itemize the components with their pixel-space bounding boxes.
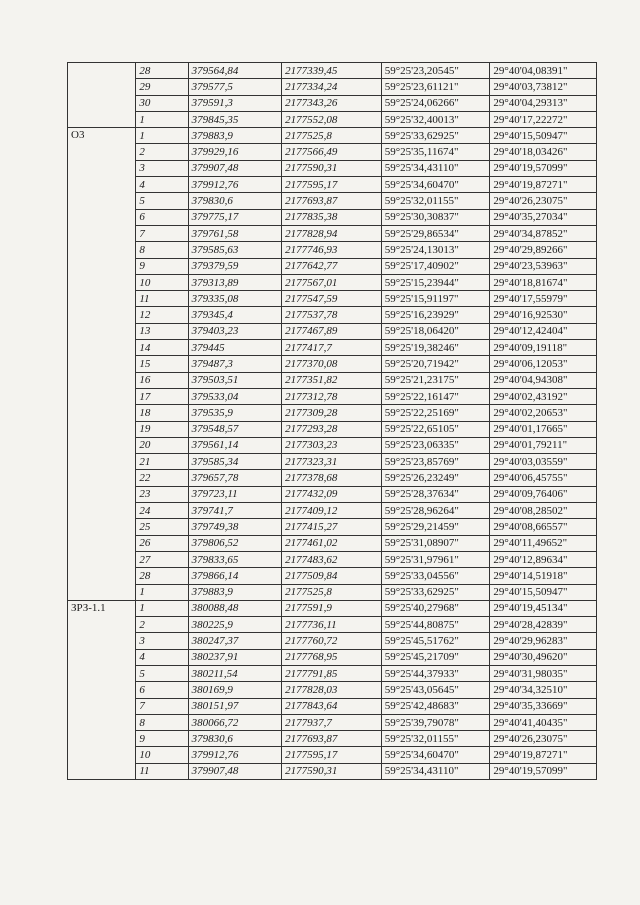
latitude-cell: 59°25'31,97961"	[381, 551, 490, 567]
point-number-cell: 6	[136, 209, 188, 225]
x-coordinate-cell: 379907,48	[188, 763, 282, 779]
point-number-cell: 13	[136, 323, 188, 339]
longitude-cell: 29°40'04,29313"	[490, 95, 597, 111]
x-coordinate-cell: 379585,63	[188, 242, 282, 258]
latitude-cell: 59°25'22,16147"	[381, 388, 490, 404]
table-row	[68, 535, 597, 551]
latitude-cell: 59°25'29,21459"	[381, 519, 490, 535]
table-row	[68, 340, 597, 356]
x-coordinate-cell: 380169,9	[188, 682, 282, 698]
y-coordinate-cell: 2177768,95	[282, 649, 382, 665]
y-coordinate-cell: 2177760,72	[282, 633, 382, 649]
table-row	[68, 160, 597, 176]
longitude-cell: 29°40'19,87271"	[490, 747, 597, 763]
longitude-cell: 29°40'06,12053"	[490, 356, 597, 372]
table-row	[68, 600, 597, 616]
x-coordinate-cell: 380088,48	[188, 600, 282, 616]
x-coordinate-cell: 379806,52	[188, 535, 282, 551]
table-row	[68, 486, 597, 502]
zone-label-cell: ЗРЗ-1.1	[68, 600, 136, 779]
x-coordinate-cell: 380151,97	[188, 698, 282, 714]
latitude-cell: 59°25'15,23944"	[381, 274, 490, 290]
y-coordinate-cell: 2177303,23	[282, 437, 382, 453]
longitude-cell: 29°40'02,43192"	[490, 388, 597, 404]
x-coordinate-cell: 379345,4	[188, 307, 282, 323]
x-coordinate-cell: 379445	[188, 340, 282, 356]
x-coordinate-cell: 380225,9	[188, 617, 282, 633]
latitude-cell: 59°25'43,05645"	[381, 682, 490, 698]
longitude-cell: 29°40'19,57099"	[490, 763, 597, 779]
table-row	[68, 551, 597, 567]
latitude-cell: 59°25'32,40013"	[381, 111, 490, 127]
longitude-cell: 29°40'30,49620"	[490, 649, 597, 665]
latitude-cell: 59°25'33,04556"	[381, 568, 490, 584]
x-coordinate-cell: 379379,59	[188, 258, 282, 274]
longitude-cell: 29°40'01,17665"	[490, 421, 597, 437]
x-coordinate-cell: 379585,34	[188, 454, 282, 470]
point-number-cell: 9	[136, 731, 188, 747]
longitude-cell: 29°40'29,89266"	[490, 242, 597, 258]
x-coordinate-cell: 379548,57	[188, 421, 282, 437]
longitude-cell: 29°40'15,50947"	[490, 128, 597, 144]
coordinates-table-body	[68, 63, 597, 780]
table-row	[68, 584, 597, 600]
latitude-cell: 59°25'28,96264"	[381, 503, 490, 519]
x-coordinate-cell: 380237,91	[188, 649, 282, 665]
y-coordinate-cell: 2177746,93	[282, 242, 382, 258]
point-number-cell: 1	[136, 128, 188, 144]
x-coordinate-cell: 379830,6	[188, 193, 282, 209]
longitude-cell: 29°40'26,23075"	[490, 193, 597, 209]
latitude-cell: 59°25'21,23175"	[381, 372, 490, 388]
latitude-cell: 59°25'23,20545"	[381, 63, 490, 79]
y-coordinate-cell: 2177791,85	[282, 665, 382, 681]
table-row	[68, 633, 597, 649]
latitude-cell: 59°25'30,30837"	[381, 209, 490, 225]
x-coordinate-cell: 379775,17	[188, 209, 282, 225]
y-coordinate-cell: 2177591,9	[282, 600, 382, 616]
table-row	[68, 193, 597, 209]
longitude-cell: 29°40'09,76406"	[490, 486, 597, 502]
x-coordinate-cell: 379741,7	[188, 503, 282, 519]
longitude-cell: 29°40'02,20653"	[490, 405, 597, 421]
x-coordinate-cell: 379883,9	[188, 584, 282, 600]
longitude-cell: 29°40'23,53963"	[490, 258, 597, 274]
table-row	[68, 747, 597, 763]
point-number-cell: 1	[136, 111, 188, 127]
latitude-cell: 59°25'28,37634"	[381, 486, 490, 502]
table-row	[68, 63, 597, 79]
table-row	[68, 323, 597, 339]
longitude-cell: 29°40'11,49652"	[490, 535, 597, 551]
longitude-cell: 29°40'04,08391"	[490, 63, 597, 79]
x-coordinate-cell: 379535,9	[188, 405, 282, 421]
longitude-cell: 29°40'34,32510"	[490, 682, 597, 698]
longitude-cell: 29°40'09,19118"	[490, 340, 597, 356]
longitude-cell: 29°40'31,98035"	[490, 665, 597, 681]
latitude-cell: 59°25'22,25169"	[381, 405, 490, 421]
point-number-cell: 11	[136, 291, 188, 307]
latitude-cell: 59°25'42,48683"	[381, 698, 490, 714]
y-coordinate-cell: 2177595,17	[282, 747, 382, 763]
y-coordinate-cell: 2177415,27	[282, 519, 382, 535]
latitude-cell: 59°25'24,06266"	[381, 95, 490, 111]
x-coordinate-cell: 379912,76	[188, 747, 282, 763]
x-coordinate-cell: 379845,35	[188, 111, 282, 127]
longitude-cell: 29°40'16,92530"	[490, 307, 597, 323]
table-row	[68, 731, 597, 747]
table-row	[68, 665, 597, 681]
y-coordinate-cell: 2177736,11	[282, 617, 382, 633]
y-coordinate-cell: 2177378,68	[282, 470, 382, 486]
zone-label-cell: O3	[68, 128, 136, 601]
y-coordinate-cell: 2177590,31	[282, 160, 382, 176]
x-coordinate-cell: 379533,04	[188, 388, 282, 404]
y-coordinate-cell: 2177525,8	[282, 128, 382, 144]
y-coordinate-cell: 2177483,62	[282, 551, 382, 567]
latitude-cell: 59°25'19,38246"	[381, 340, 490, 356]
point-number-cell: 14	[136, 340, 188, 356]
table-row	[68, 128, 597, 144]
y-coordinate-cell: 2177432,09	[282, 486, 382, 502]
y-coordinate-cell: 2177566,49	[282, 144, 382, 160]
latitude-cell: 59°25'34,43110"	[381, 763, 490, 779]
point-number-cell: 10	[136, 747, 188, 763]
x-coordinate-cell: 380247,37	[188, 633, 282, 649]
point-number-cell: 24	[136, 503, 188, 519]
zone-label-cell	[68, 63, 136, 128]
y-coordinate-cell: 2177461,02	[282, 535, 382, 551]
point-number-cell: 12	[136, 307, 188, 323]
point-number-cell: 5	[136, 193, 188, 209]
latitude-cell: 59°25'24,13013"	[381, 242, 490, 258]
longitude-cell: 29°40'01,79211"	[490, 437, 597, 453]
x-coordinate-cell: 379403,23	[188, 323, 282, 339]
point-number-cell: 11	[136, 763, 188, 779]
longitude-cell: 29°40'04,94308"	[490, 372, 597, 388]
y-coordinate-cell: 2177693,87	[282, 193, 382, 209]
point-number-cell: 28	[136, 63, 188, 79]
longitude-cell: 29°40'12,42404"	[490, 323, 597, 339]
table-row	[68, 470, 597, 486]
point-number-cell: 4	[136, 649, 188, 665]
latitude-cell: 59°25'32,01155"	[381, 731, 490, 747]
table-row	[68, 388, 597, 404]
latitude-cell: 59°25'35,11674"	[381, 144, 490, 160]
table-row	[68, 454, 597, 470]
x-coordinate-cell: 379561,14	[188, 437, 282, 453]
latitude-cell: 59°25'33,62925"	[381, 584, 490, 600]
point-number-cell: 6	[136, 682, 188, 698]
latitude-cell: 59°25'44,80875"	[381, 617, 490, 633]
x-coordinate-cell: 379591,3	[188, 95, 282, 111]
latitude-cell: 59°25'33,62925"	[381, 128, 490, 144]
x-coordinate-cell: 379761,58	[188, 225, 282, 241]
longitude-cell: 29°40'18,81674"	[490, 274, 597, 290]
point-number-cell: 19	[136, 421, 188, 437]
longitude-cell: 29°40'15,50947"	[490, 584, 597, 600]
table-row	[68, 617, 597, 633]
point-number-cell: 21	[136, 454, 188, 470]
y-coordinate-cell: 2177537,78	[282, 307, 382, 323]
point-number-cell: 1	[136, 600, 188, 616]
y-coordinate-cell: 2177409,12	[282, 503, 382, 519]
longitude-cell: 29°40'17,55979"	[490, 291, 597, 307]
latitude-cell: 59°25'39,79078"	[381, 714, 490, 730]
longitude-cell: 29°40'34,87852"	[490, 225, 597, 241]
point-number-cell: 29	[136, 79, 188, 95]
y-coordinate-cell: 2177642,77	[282, 258, 382, 274]
latitude-cell: 59°25'45,51762"	[381, 633, 490, 649]
y-coordinate-cell: 2177309,28	[282, 405, 382, 421]
coordinates-table	[67, 62, 597, 780]
x-coordinate-cell: 379564,84	[188, 63, 282, 79]
point-number-cell: 4	[136, 177, 188, 193]
y-coordinate-cell: 2177351,82	[282, 372, 382, 388]
table-row	[68, 144, 597, 160]
y-coordinate-cell: 2177293,28	[282, 421, 382, 437]
y-coordinate-cell: 2177595,17	[282, 177, 382, 193]
y-coordinate-cell: 2177343,26	[282, 95, 382, 111]
y-coordinate-cell: 2177828,94	[282, 225, 382, 241]
latitude-cell: 59°25'15,91197"	[381, 291, 490, 307]
longitude-cell: 29°40'17,22272"	[490, 111, 597, 127]
y-coordinate-cell: 2177370,08	[282, 356, 382, 372]
latitude-cell: 59°25'16,23929"	[381, 307, 490, 323]
table-row	[68, 714, 597, 730]
x-coordinate-cell: 379657,78	[188, 470, 282, 486]
longitude-cell: 29°40'14,51918"	[490, 568, 597, 584]
table-row	[68, 649, 597, 665]
table-row	[68, 763, 597, 779]
x-coordinate-cell: 380211,54	[188, 665, 282, 681]
longitude-cell: 29°40'35,33669"	[490, 698, 597, 714]
table-row	[68, 568, 597, 584]
y-coordinate-cell: 2177567,01	[282, 274, 382, 290]
y-coordinate-cell: 2177339,45	[282, 63, 382, 79]
table-row	[68, 372, 597, 388]
latitude-cell: 59°25'31,08907"	[381, 535, 490, 551]
x-coordinate-cell: 379866,14	[188, 568, 282, 584]
longitude-cell: 29°40'12,89634"	[490, 551, 597, 567]
x-coordinate-cell: 379830,6	[188, 731, 282, 747]
point-number-cell: 26	[136, 535, 188, 551]
longitude-cell: 29°40'18,03426"	[490, 144, 597, 160]
point-number-cell: 27	[136, 551, 188, 567]
longitude-cell: 29°40'26,23075"	[490, 731, 597, 747]
longitude-cell: 29°40'19,45134"	[490, 600, 597, 616]
x-coordinate-cell: 379577,5	[188, 79, 282, 95]
longitude-cell: 29°40'35,27034"	[490, 209, 597, 225]
point-number-cell: 8	[136, 242, 188, 258]
latitude-cell: 59°25'23,85769"	[381, 454, 490, 470]
y-coordinate-cell: 2177590,31	[282, 763, 382, 779]
table-row	[68, 519, 597, 535]
latitude-cell: 59°25'34,60470"	[381, 177, 490, 193]
longitude-cell: 29°40'03,73812"	[490, 79, 597, 95]
y-coordinate-cell: 2177323,31	[282, 454, 382, 470]
table-row	[68, 503, 597, 519]
point-number-cell: 8	[136, 714, 188, 730]
point-number-cell: 1	[136, 584, 188, 600]
x-coordinate-cell: 379723,11	[188, 486, 282, 502]
longitude-cell: 29°40'19,57099"	[490, 160, 597, 176]
longitude-cell: 29°40'29,96283"	[490, 633, 597, 649]
point-number-cell: 28	[136, 568, 188, 584]
table-row	[68, 177, 597, 193]
table-row	[68, 291, 597, 307]
latitude-cell: 59°25'23,61121"	[381, 79, 490, 95]
point-number-cell: 3	[136, 633, 188, 649]
table-row	[68, 356, 597, 372]
y-coordinate-cell: 2177334,24	[282, 79, 382, 95]
y-coordinate-cell: 2177467,89	[282, 323, 382, 339]
x-coordinate-cell: 379912,76	[188, 177, 282, 193]
y-coordinate-cell: 2177828,03	[282, 682, 382, 698]
table-row	[68, 437, 597, 453]
latitude-cell: 59°25'18,06420"	[381, 323, 490, 339]
y-coordinate-cell: 2177312,78	[282, 388, 382, 404]
latitude-cell: 59°25'34,43110"	[381, 160, 490, 176]
point-number-cell: 7	[136, 698, 188, 714]
longitude-cell: 29°40'03,03559"	[490, 454, 597, 470]
x-coordinate-cell: 379313,89	[188, 274, 282, 290]
point-number-cell: 30	[136, 95, 188, 111]
latitude-cell: 59°25'17,40902"	[381, 258, 490, 274]
latitude-cell: 59°25'44,37933"	[381, 665, 490, 681]
table-row	[68, 79, 597, 95]
table-row	[68, 421, 597, 437]
y-coordinate-cell: 2177525,8	[282, 584, 382, 600]
table-row	[68, 242, 597, 258]
point-number-cell: 2	[136, 144, 188, 160]
point-number-cell: 16	[136, 372, 188, 388]
point-number-cell: 23	[136, 486, 188, 502]
latitude-cell: 59°25'22,65105"	[381, 421, 490, 437]
table-row	[68, 95, 597, 111]
table-row	[68, 274, 597, 290]
point-number-cell: 17	[136, 388, 188, 404]
point-number-cell: 10	[136, 274, 188, 290]
point-number-cell: 18	[136, 405, 188, 421]
longitude-cell: 29°40'08,66557"	[490, 519, 597, 535]
x-coordinate-cell: 379487,3	[188, 356, 282, 372]
latitude-cell: 59°25'45,21709"	[381, 649, 490, 665]
x-coordinate-cell: 379907,48	[188, 160, 282, 176]
point-number-cell: 5	[136, 665, 188, 681]
x-coordinate-cell: 379833,65	[188, 551, 282, 567]
latitude-cell: 59°25'20,71942"	[381, 356, 490, 372]
y-coordinate-cell: 2177693,87	[282, 731, 382, 747]
point-number-cell: 3	[136, 160, 188, 176]
latitude-cell: 59°25'32,01155"	[381, 193, 490, 209]
longitude-cell: 29°40'41,40435"	[490, 714, 597, 730]
y-coordinate-cell: 2177937,7	[282, 714, 382, 730]
point-number-cell: 25	[136, 519, 188, 535]
latitude-cell: 59°25'23,06335"	[381, 437, 490, 453]
y-coordinate-cell: 2177552,08	[282, 111, 382, 127]
x-coordinate-cell: 379749,38	[188, 519, 282, 535]
table-row	[68, 258, 597, 274]
point-number-cell: 15	[136, 356, 188, 372]
x-coordinate-cell: 379503,51	[188, 372, 282, 388]
y-coordinate-cell: 2177547,59	[282, 291, 382, 307]
y-coordinate-cell: 2177843,64	[282, 698, 382, 714]
point-number-cell: 2	[136, 617, 188, 633]
longitude-cell: 29°40'28,42839"	[490, 617, 597, 633]
table-row	[68, 209, 597, 225]
longitude-cell: 29°40'08,28502"	[490, 503, 597, 519]
y-coordinate-cell: 2177835,38	[282, 209, 382, 225]
table-row	[68, 225, 597, 241]
table-row	[68, 698, 597, 714]
latitude-cell: 59°25'40,27968"	[381, 600, 490, 616]
longitude-cell: 29°40'06,45755"	[490, 470, 597, 486]
latitude-cell: 59°25'26,23249"	[381, 470, 490, 486]
table-row	[68, 111, 597, 127]
table-row	[68, 307, 597, 323]
table-row	[68, 405, 597, 421]
longitude-cell: 29°40'19,87271"	[490, 177, 597, 193]
point-number-cell: 22	[136, 470, 188, 486]
x-coordinate-cell: 379929,16	[188, 144, 282, 160]
latitude-cell: 59°25'34,60470"	[381, 747, 490, 763]
x-coordinate-cell: 380066,72	[188, 714, 282, 730]
point-number-cell: 9	[136, 258, 188, 274]
latitude-cell: 59°25'29,86534"	[381, 225, 490, 241]
table-row	[68, 682, 597, 698]
x-coordinate-cell: 379883,9	[188, 128, 282, 144]
x-coordinate-cell: 379335,08	[188, 291, 282, 307]
y-coordinate-cell: 2177417,7	[282, 340, 382, 356]
point-number-cell: 7	[136, 225, 188, 241]
y-coordinate-cell: 2177509,84	[282, 568, 382, 584]
point-number-cell: 20	[136, 437, 188, 453]
